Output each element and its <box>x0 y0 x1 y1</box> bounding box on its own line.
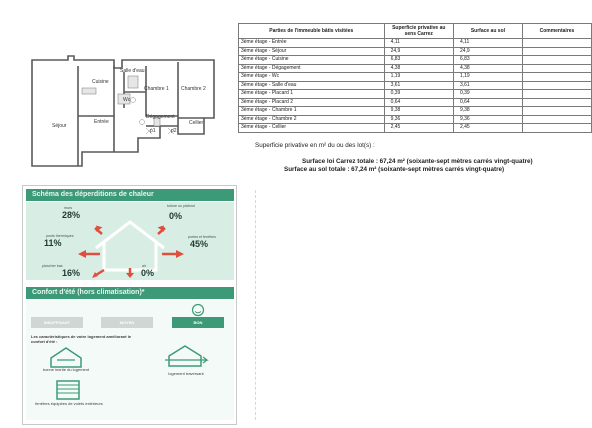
cell-carrez: 9,36 <box>384 115 453 124</box>
cell-sol: 0,39 <box>453 90 522 99</box>
cell-carrez: 0,39 <box>384 90 453 99</box>
header-sol: Surface au sol <box>453 24 522 39</box>
cell-name: 3ème étage - Placard 1 <box>239 90 385 99</box>
cell-carrez: 0,64 <box>384 98 453 107</box>
header-parties: Parties de l'immeuble bâtis visitées <box>239 24 385 39</box>
total-sol: Surface au sol totale : 67,24 m² (soixante-sept mètres carrés vingt-quatre) <box>284 166 505 173</box>
table-row <box>239 64 592 73</box>
loss-label-plancher: plancher bas <box>42 264 63 268</box>
cell-sol: 3,61 <box>453 81 522 90</box>
loss-label-portes: portes et fenêtres <box>188 235 216 239</box>
loss-label-air: air <box>142 264 146 268</box>
cell-carrez: 9,38 <box>384 107 453 116</box>
cell-name: 3ème étage - Cellier <box>239 124 385 133</box>
cell-comment <box>522 56 591 65</box>
header-carrez: Superficie privative au sens Carrez <box>384 24 453 39</box>
loss-pct-murs: 28% <box>62 210 81 220</box>
superficie-caption: Superficie privative en m² du ou des lot(s) : <box>255 142 375 149</box>
room-label-degagement: Dégagement <box>146 114 175 120</box>
room-label-sejour: Séjour <box>52 123 67 129</box>
cell-sol: 4,11 <box>453 39 522 48</box>
loss-pct-toiture: 0% <box>169 211 183 221</box>
comfort-option-insuffisant: INSUFFISANT <box>31 317 83 328</box>
room-label-p2: p2 <box>171 128 177 134</box>
cell-name: 3ème étage - Placard 2 <box>239 98 385 107</box>
cell-sol: 6,83 <box>453 56 522 65</box>
cell-comment <box>522 81 591 90</box>
characteristics-title: Les caractéristiques de votre logement améliorant le confort d'été : <box>31 334 132 344</box>
cell-comment <box>522 124 591 133</box>
cell-sol: 4,38 <box>453 64 522 73</box>
cell-sol: 9,36 <box>453 115 522 124</box>
table-row <box>239 107 592 116</box>
room-label-salle-deau: Salle d'eau <box>120 68 145 74</box>
table-header-row <box>239 24 592 39</box>
cell-name: 3ème étage - Wc <box>239 73 385 82</box>
cell-sol: 24,9 <box>453 47 522 56</box>
cell-comment <box>522 98 591 107</box>
cell-carrez: 4,38 <box>384 64 453 73</box>
cell-carrez: 24,9 <box>384 47 453 56</box>
total-carrez: Surface loi Carrez totale : 67,24 m² (soixante-sept mètres carrés vingt-quatre) <box>302 158 533 165</box>
loss-label-murs: murs <box>64 206 72 210</box>
floor-plan <box>28 52 216 172</box>
table-row <box>239 124 592 133</box>
cell-comment <box>522 47 591 56</box>
room-label-entree: Entrée <box>94 119 109 125</box>
cell-carrez: 2,45 <box>384 124 453 133</box>
room-label-cellier: Cellier <box>189 120 204 126</box>
comfort-title: Confort d'été (hors climatisation)* <box>26 287 234 299</box>
loss-label-ponts: ponts thermiques <box>46 234 74 238</box>
cell-sol: 2,45 <box>453 124 522 133</box>
table-row <box>239 47 592 56</box>
loss-label-toiture: toiture ou plafond <box>167 204 195 208</box>
room-label-chambre-2: Chambre 2 <box>181 86 206 92</box>
cell-name: 3ème étage - Dégagement <box>239 64 385 73</box>
cell-name: 3ème étage - Chambre 2 <box>239 115 385 124</box>
cell-sol: 0,64 <box>453 98 522 107</box>
table-row <box>239 98 592 107</box>
cell-comment <box>522 64 591 73</box>
cell-carrez: 4,11 <box>384 39 453 48</box>
table-row <box>239 90 592 99</box>
losses-title: Schéma des déperditions de chaleur <box>26 189 234 201</box>
cell-sol: 9,38 <box>453 107 522 116</box>
loss-pct-air: 0% <box>141 268 155 278</box>
cell-carrez: 6,83 <box>384 56 453 65</box>
feature-label-inertia: bonne inertie du logement <box>42 367 90 372</box>
room-label-wc: Wc <box>123 97 131 103</box>
table-row <box>239 115 592 124</box>
header-commentaires: Commentaires <box>522 24 591 39</box>
window-shutter-icon <box>55 379 81 401</box>
loss-pct-portes: 45% <box>190 239 209 249</box>
dpe-panel <box>22 185 237 425</box>
house-inertia-icon <box>47 346 85 368</box>
cell-comment <box>522 107 591 116</box>
cell-comment <box>522 115 591 124</box>
surface-table <box>238 23 592 133</box>
cell-comment <box>522 39 591 48</box>
room-label-chambre-1: Chambre 1 <box>144 86 169 92</box>
room-label-p1: p1 <box>150 128 156 134</box>
table-row <box>239 39 592 48</box>
cell-comment <box>522 90 591 99</box>
cell-name: 3ème étage - Entrée <box>239 39 385 48</box>
table-row <box>239 73 592 82</box>
cell-comment <box>522 73 591 82</box>
losses-diagram <box>26 202 234 280</box>
cell-carrez: 1,19 <box>384 73 453 82</box>
room-label-cuisine: Cuisine <box>92 79 109 85</box>
comfort-option-moyen: MOYEN <box>101 317 153 328</box>
feature-label-through: logement traversant <box>168 371 204 376</box>
loss-pct-plancher: 16% <box>62 268 81 278</box>
loss-pct-ponts: 11% <box>44 238 62 248</box>
divider <box>255 190 256 420</box>
cell-name: 3ème étage - Chambre 1 <box>239 107 385 116</box>
table-row <box>239 81 592 90</box>
cell-name: 3ème étage - Séjour <box>239 47 385 56</box>
smiley-icon <box>189 303 207 317</box>
table-row <box>239 56 592 65</box>
feature-label-shutters: fenêtres équipées de volets extérieurs <box>35 401 103 406</box>
cell-name: 3ème étage - Cuisine <box>239 56 385 65</box>
house-through-icon <box>163 344 213 368</box>
cell-sol: 1,19 <box>453 73 522 82</box>
cell-carrez: 3,61 <box>384 81 453 90</box>
cell-name: 3ème étage - Salle d'eau <box>239 81 385 90</box>
comfort-option-bon: BON <box>172 317 224 328</box>
